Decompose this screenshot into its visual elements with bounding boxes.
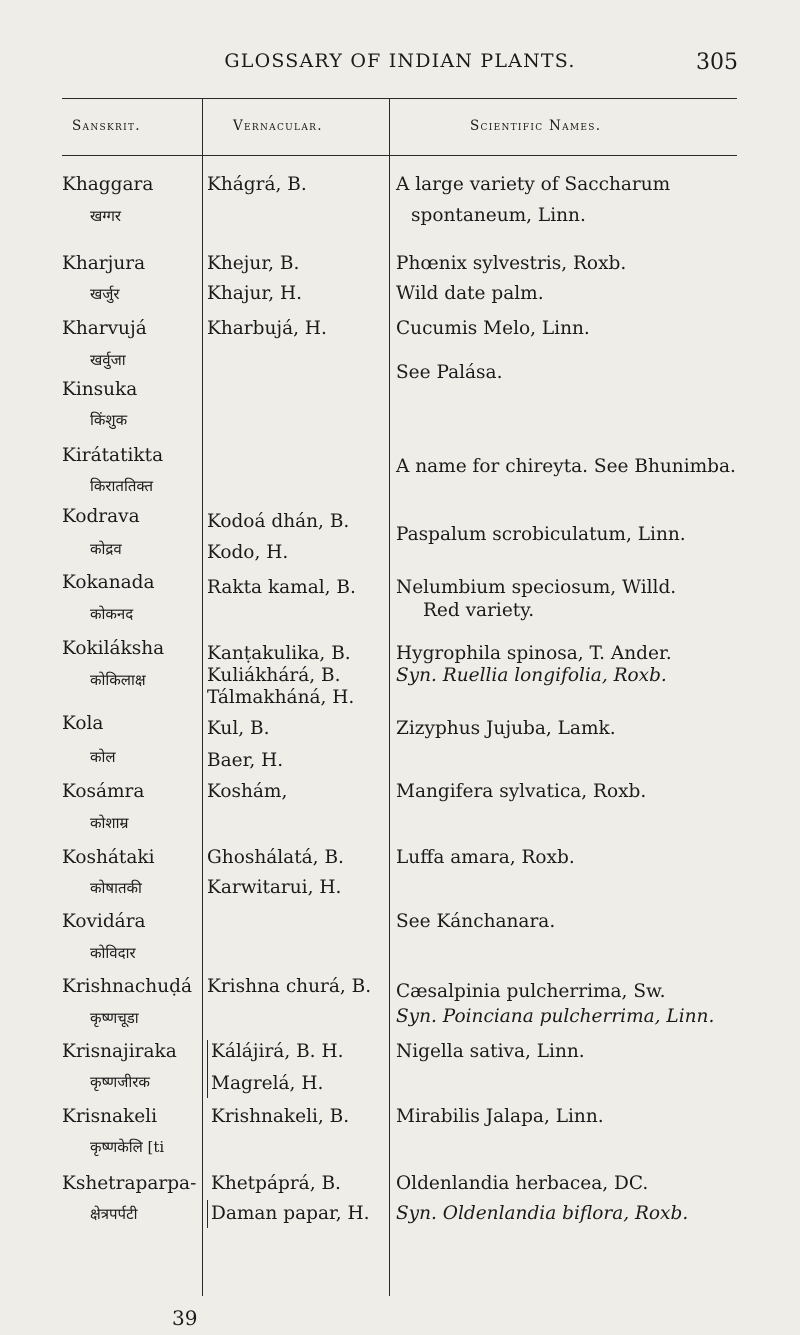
column-divider-2 xyxy=(389,99,390,1296)
vernacular-name: Koshám, xyxy=(207,781,288,802)
scientific-name: Oldenlandia herbacea, DC. xyxy=(396,1173,649,1194)
devanagari-name: कोकनद xyxy=(90,605,134,623)
sanskrit-name: Kinsuka xyxy=(62,379,138,400)
vernacular-name: Karwitarui, H. xyxy=(207,877,342,898)
sanskrit-name: Kokanada xyxy=(62,572,155,593)
sanskrit-name: Khaggara xyxy=(62,174,154,195)
scientific-name: Mangifera sylvatica, Roxb. xyxy=(396,781,647,802)
devanagari-name: कोद्रव xyxy=(90,540,122,558)
sanskrit-name: Koshátaki xyxy=(62,847,155,868)
scientific-synonym: Syn. Poinciana pulcherrima, Linn. xyxy=(396,1006,715,1027)
scientific-name: Paspalum scrobiculatum, Linn. xyxy=(396,524,686,545)
vernacular-name: Khajur, H. xyxy=(207,283,303,304)
scientific-name: spontaneum, Linn. xyxy=(411,205,586,226)
scientific-name: Luffa amara, Roxb. xyxy=(396,847,575,868)
devanagari-name: कोकिलाक्ष xyxy=(90,671,146,689)
vernacular-name: Kodoá dhán, B. xyxy=(207,511,350,532)
devanagari-name: कृष्णजीरक xyxy=(90,1073,150,1091)
scientific-name: Cucumis Melo, Linn. xyxy=(396,318,590,339)
devanagari-name: खर्वुजा xyxy=(90,351,126,369)
header-rule xyxy=(62,155,737,156)
signature-mark: 39 xyxy=(172,1306,198,1330)
vernacular-name: Kharbujá, H. xyxy=(207,318,327,339)
sanskrit-name: Kola xyxy=(62,713,104,734)
vernacular-name: Tálmakháná, H. xyxy=(207,687,355,708)
devanagari-name: कोशाम्र xyxy=(90,814,129,832)
vernacular-name: Rakta kamal, B. xyxy=(207,577,356,598)
scientific-name: Zizyphus Jujuba, Lamk. xyxy=(396,718,616,739)
sanskrit-name: Kokiláksha xyxy=(62,638,165,659)
scientific-synonym: Syn. Oldenlandia biflora, Roxb. xyxy=(396,1203,689,1224)
scientific-name: Mirabilis Jalapa, Linn. xyxy=(396,1106,604,1127)
vernacular-name: Ghoshálatá, B. xyxy=(207,847,344,868)
devanagari-name: खग्गर xyxy=(90,207,122,225)
scientific-name: A name for chireyta. See Bhunimba. xyxy=(396,456,736,477)
devanagari-name: किंशुक xyxy=(90,411,128,429)
scientific-name: See Kánchanara. xyxy=(396,911,556,932)
running-head xyxy=(0,50,800,80)
vernacular-name: Kálájirá, B. H. xyxy=(211,1041,344,1062)
scientific-name: Nelumbium speciosum, Willd. xyxy=(396,577,677,598)
vernacular-name: Daman papar, H. xyxy=(211,1203,370,1224)
column-header-scientific: Scientific Names. xyxy=(470,118,602,134)
vernacular-name: Magrelá, H. xyxy=(211,1073,324,1094)
devanagari-name: कोविदार xyxy=(90,944,136,962)
vernacular-name: Baer, H. xyxy=(207,750,284,771)
devanagari-name: कृष्णकेलि [ti xyxy=(90,1138,165,1156)
scientific-name: Red variety. xyxy=(423,600,535,621)
scientific-name: Nigella sativa, Linn. xyxy=(396,1041,585,1062)
vernacular-name: Kanṭakulika, B. xyxy=(207,643,351,664)
page-title: GLOSSARY OF INDIAN PLANTS. xyxy=(224,50,576,72)
sanskrit-name: Kosámra xyxy=(62,781,145,802)
devanagari-name: किराततिक्त xyxy=(90,477,154,495)
devanagari-name: क्षेत्रपर्पटी xyxy=(90,1205,138,1223)
sanskrit-name: Kshetraparpa- xyxy=(62,1173,197,1194)
devanagari-name: खर्जुर xyxy=(90,285,120,303)
vernacular-name: Kuliákhárá, B. xyxy=(207,665,341,686)
vernacular-name: Kodo, H. xyxy=(207,542,289,563)
vernacular-name: Khetpáprá, B. xyxy=(211,1173,341,1194)
scientific-name: A large variety of Saccharum xyxy=(396,174,671,195)
scientific-name: See Palása. xyxy=(396,362,503,383)
vernacular-name: Kul, B. xyxy=(207,718,270,739)
sanskrit-name: Krisnajiraka xyxy=(62,1041,177,1062)
sanskrit-name: Kovidára xyxy=(62,911,146,932)
sanskrit-name: Kharvujá xyxy=(62,318,147,339)
scientific-name: Hygrophila spinosa, T. Ander. xyxy=(396,643,672,664)
devanagari-name: कोल xyxy=(90,748,116,766)
scientific-synonym: Syn. Ruellia longifolia, Roxb. xyxy=(396,665,667,686)
column-divider-1 xyxy=(202,99,203,1296)
bracket-line xyxy=(207,1040,208,1098)
sanskrit-name: Krishnachuḍá xyxy=(62,976,192,997)
sanskrit-name: Kodrava xyxy=(62,506,140,527)
scientific-name: Wild date palm. xyxy=(396,283,544,304)
scientific-name: Cæsalpinia pulcherrima, Sw. xyxy=(396,981,666,1002)
column-header-vernacular: Vernacular. xyxy=(233,118,323,134)
sanskrit-name: Krisnakeli xyxy=(62,1106,158,1127)
vernacular-name: Krishna churá, B. xyxy=(207,976,372,997)
column-header-sanskrit: Sanskrit. xyxy=(72,118,141,134)
vernacular-name: Khágrá, B. xyxy=(207,174,307,195)
devanagari-name: कोषातकी xyxy=(90,879,142,897)
top-rule xyxy=(62,98,737,99)
devanagari-name: कृष्णचूडा xyxy=(90,1009,139,1027)
sanskrit-name: Kharjura xyxy=(62,253,146,274)
bracket-line xyxy=(207,1200,208,1228)
page-number: 305 xyxy=(696,50,738,75)
vernacular-name: Krishnakeli, B. xyxy=(211,1106,350,1127)
vernacular-name: Khejur, B. xyxy=(207,253,300,274)
scientific-name: Phœnix sylvestris, Roxb. xyxy=(396,253,627,274)
sanskrit-name: Kirátatikta xyxy=(62,445,164,466)
